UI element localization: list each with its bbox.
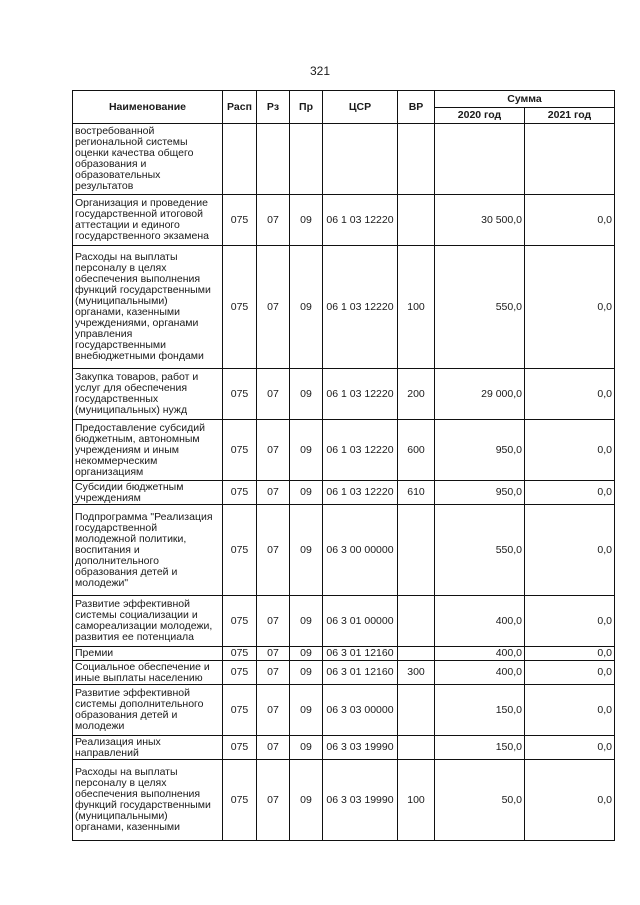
row-vr: 100	[398, 246, 435, 369]
row-rz: 07	[257, 420, 290, 481]
header-year-2021: 2021 год	[525, 108, 615, 124]
row-csr: 06 3 00 00000	[323, 505, 398, 596]
row-vr	[398, 505, 435, 596]
row-name: Реализация иных направлений	[73, 736, 223, 760]
row-rz	[257, 124, 290, 195]
row-sum-2020: 150,0	[435, 736, 525, 760]
row-name: Премии	[73, 647, 223, 661]
row-name: Подпрограмма "Реализация государственной молодежной политики, воспитания и дополнительного образования детей и молодежи"	[73, 505, 223, 596]
row-vr	[398, 647, 435, 661]
header-rasp: Расп	[223, 91, 257, 124]
row-pr: 09	[290, 481, 323, 505]
row-name: Субсидии бюджетным учреждениям	[73, 481, 223, 505]
header-name: Наименование	[73, 91, 223, 124]
row-rasp: 075	[223, 195, 257, 246]
row-name: Закупка товаров, работ и услуг для обеспечения государственных (муниципальных) нужд	[73, 369, 223, 420]
row-rz: 07	[257, 685, 290, 736]
header-pr: Пр	[290, 91, 323, 124]
table-row	[73, 481, 615, 505]
row-sum-2021: 0,0	[525, 369, 615, 420]
row-pr: 09	[290, 685, 323, 736]
row-sum-2021: 0,0	[525, 596, 615, 647]
row-csr: 06 3 01 00000	[323, 596, 398, 647]
row-vr	[398, 685, 435, 736]
table-row	[73, 685, 615, 736]
row-name: Развитие эффективной системы социализации и самореализации молодежи, развития ее потенциала	[73, 596, 223, 647]
table-row	[73, 661, 615, 685]
table-row	[73, 760, 615, 841]
row-sum-2020: 30 500,0	[435, 195, 525, 246]
row-rasp	[223, 124, 257, 195]
row-vr: 300	[398, 661, 435, 685]
row-vr	[398, 736, 435, 760]
row-rz: 07	[257, 647, 290, 661]
row-name: Расходы на выплаты персоналу в целях обеспечения выполнения функций государственными (муниципальными) органами, казенными	[73, 760, 223, 841]
row-sum-2021: 0,0	[525, 736, 615, 760]
row-pr	[290, 124, 323, 195]
row-sum-2021: 0,0	[525, 505, 615, 596]
row-csr: 06 1 03 12220	[323, 481, 398, 505]
row-csr: 06 3 03 19990	[323, 736, 398, 760]
row-pr: 09	[290, 369, 323, 420]
row-sum-2020: 400,0	[435, 661, 525, 685]
table-body	[73, 124, 615, 841]
row-csr: 06 1 03 12220	[323, 420, 398, 481]
table-row	[73, 596, 615, 647]
row-name: Предоставление субсидий бюджетным, автономным учреждениям и иным некоммерческим организациям	[73, 420, 223, 481]
header-rz: Рз	[257, 91, 290, 124]
row-sum-2020: 950,0	[435, 420, 525, 481]
row-rasp: 075	[223, 246, 257, 369]
row-rasp: 075	[223, 481, 257, 505]
row-csr: 06 3 01 12160	[323, 661, 398, 685]
row-pr: 09	[290, 505, 323, 596]
row-name: Расходы на выплаты персоналу в целях обеспечения выполнения функций государственными (муниципальными) органами, казенными учреждениями, органами управления государственными внебюджетными фондами	[73, 246, 223, 369]
row-pr: 09	[290, 760, 323, 841]
table-row	[73, 420, 615, 481]
row-sum-2021: 0,0	[525, 246, 615, 369]
row-sum-2020: 550,0	[435, 246, 525, 369]
row-name: Развитие эффективной системы дополнительного образования детей и молодежи	[73, 685, 223, 736]
row-sum-2021: 0,0	[525, 195, 615, 246]
row-rz: 07	[257, 195, 290, 246]
row-sum-2020: 400,0	[435, 596, 525, 647]
row-rz: 07	[257, 369, 290, 420]
row-name: Социальное обеспечение и иные выплаты населению	[73, 661, 223, 685]
budget-table	[72, 90, 615, 841]
table-row	[73, 195, 615, 246]
header-year-2020: 2020 год	[435, 108, 525, 124]
row-csr: 06 1 03 12220	[323, 369, 398, 420]
row-sum-2020: 400,0	[435, 647, 525, 661]
header-vr: ВР	[398, 91, 435, 124]
row-rasp: 075	[223, 736, 257, 760]
row-vr	[398, 195, 435, 246]
row-rz: 07	[257, 760, 290, 841]
row-csr	[323, 124, 398, 195]
row-vr	[398, 596, 435, 647]
table-row	[73, 647, 615, 661]
table-row	[73, 736, 615, 760]
row-rz: 07	[257, 481, 290, 505]
row-pr: 09	[290, 661, 323, 685]
row-csr: 06 3 01 12160	[323, 647, 398, 661]
row-sum-2021: 0,0	[525, 647, 615, 661]
row-sum-2020: 29 000,0	[435, 369, 525, 420]
table-row	[73, 246, 615, 369]
row-sum-2021	[525, 124, 615, 195]
row-sum-2021: 0,0	[525, 760, 615, 841]
row-pr: 09	[290, 246, 323, 369]
row-pr: 09	[290, 195, 323, 246]
row-sum-2020: 550,0	[435, 505, 525, 596]
row-sum-2020	[435, 124, 525, 195]
row-csr: 06 1 03 12220	[323, 246, 398, 369]
row-name: востребованной региональной системы оценки качества общего образования и образовательных результатов	[73, 124, 223, 195]
header-sum: Сумма	[435, 91, 615, 108]
row-rz: 07	[257, 596, 290, 647]
page-number: 321	[309, 64, 331, 78]
row-rasp: 075	[223, 661, 257, 685]
row-rz: 07	[257, 661, 290, 685]
table-row	[73, 124, 615, 195]
header-csr: ЦСР	[323, 91, 398, 124]
row-csr: 06 3 03 00000	[323, 685, 398, 736]
row-rz: 07	[257, 736, 290, 760]
row-rasp: 075	[223, 647, 257, 661]
row-sum-2021: 0,0	[525, 661, 615, 685]
row-vr: 100	[398, 760, 435, 841]
row-rasp: 075	[223, 420, 257, 481]
row-sum-2021: 0,0	[525, 420, 615, 481]
row-sum-2020: 950,0	[435, 481, 525, 505]
row-rasp: 075	[223, 760, 257, 841]
row-vr: 200	[398, 369, 435, 420]
row-rz: 07	[257, 246, 290, 369]
table-row	[73, 505, 615, 596]
row-name: Организация и проведение государственной итоговой аттестации и единого государственного экзамена	[73, 195, 223, 246]
row-csr: 06 1 03 12220	[323, 195, 398, 246]
row-sum-2021: 0,0	[525, 685, 615, 736]
row-vr: 600	[398, 420, 435, 481]
row-pr: 09	[290, 736, 323, 760]
row-rasp: 075	[223, 685, 257, 736]
row-vr: 610	[398, 481, 435, 505]
row-rz: 07	[257, 505, 290, 596]
row-csr: 06 3 03 19990	[323, 760, 398, 841]
row-pr: 09	[290, 420, 323, 481]
row-sum-2020: 50,0	[435, 760, 525, 841]
row-pr: 09	[290, 647, 323, 661]
row-pr: 09	[290, 596, 323, 647]
row-vr	[398, 124, 435, 195]
row-rasp: 075	[223, 505, 257, 596]
row-rasp: 075	[223, 369, 257, 420]
row-sum-2021: 0,0	[525, 481, 615, 505]
table-row	[73, 369, 615, 420]
row-rasp: 075	[223, 596, 257, 647]
row-sum-2020: 150,0	[435, 685, 525, 736]
